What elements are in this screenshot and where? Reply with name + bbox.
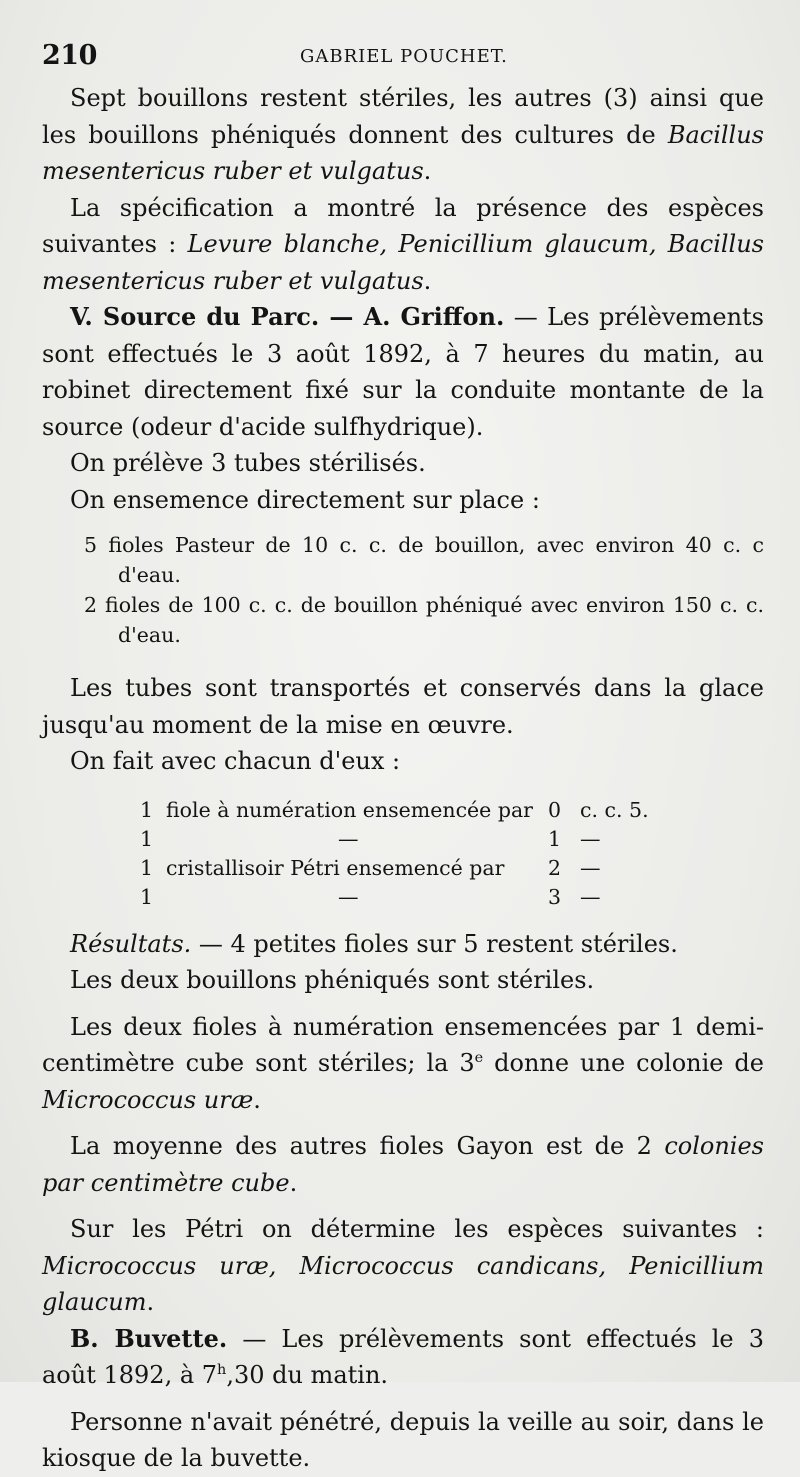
table-row [42,798,764,827]
table-row [42,885,764,914]
paragraph-buvette: B. Buvette. — Les prélèvements sont effectués le 3 août 1892, à 7$^h$,30 du matin. [42,1323,764,1389]
row-ditto: — [338,884,359,909]
row-unit: — [580,855,601,880]
paragraph-10: Les deux fioles à numération ensemencées par 1 demi-centimètre cube sont stériles; la 3e donne une colonie de Micrococcus uræ. [42,1012,764,1114]
row-label: fiole à numération ensemencée par [166,797,533,822]
paragraph-resultats: Résultats. — 4 petites fioles sur 5 restent stériles. [70,929,678,958]
row-unit: c. c. 5. [580,797,649,822]
row-value: 2 [548,855,562,880]
paragraph-9: Les deux bouillons phéniqués sont stériles. [70,966,595,994]
paragraph-2: La spécification a montré la présence des espèces suivantes : Levure blanche, Penicillium glaucum, Bacillus mesentericus ruber et vulgatus. [42,193,764,295]
table-row [42,827,764,856]
paragraph-14: Personne n'avait pénétré, depuis la veille au soir, dans le kiosque de la buvette. [42,1407,764,1472]
row-count: 1 [140,884,154,909]
paragraph-source-du-parc: V. Source du Parc. — A. Griffon. — Les prélèvements sont effectués le 3 août 1892, à 7 heures du matin, au robinet directement fixé sur la conduite montante de la source (odeur d'acide sulfhydrique). [42,302,765,441]
row-count: 1 [140,797,154,822]
paragraph-5: On ensemence directement sur place : [70,485,540,514]
running-head: GABRIEL POUCHET. [300,46,508,67]
paragraph-7: On fait avec chacun d'eux : [70,747,401,775]
row-value: 3 [548,884,562,909]
paragraph-1: Sept bouillons restent stériles, les autres (3) ainsi que les bouillons phéniqués donnent des cultures de Bacillus mesentericus ruber et vulgatus. [42,84,764,185]
row-label: cristallisoir Pétri ensemencé par [166,855,505,880]
paragraph-12: Sur les Pétri on détermine les espèces suivantes : Micrococcus uræ, Micrococcus candicans, Penicillium glaucum. [42,1215,764,1316]
paragraph-11: La moyenne des autres fioles Gayon est de 2 colonies par centimètre cube. [42,1132,764,1197]
table-row [42,856,764,885]
page-header [42,40,760,74]
row-count: 1 [140,855,154,880]
row-count: 1 [140,826,154,851]
list-item: 2 fioles de 100 c. c. de bouillon phéniqué avec environ 150 c. c. d'eau. [84,593,764,647]
dilution-table [42,798,764,914]
page-number: 210 [42,40,97,71]
row-value: 1 [548,826,562,851]
paragraph-4: On prélève 3 tubes stérilisés. [70,449,426,477]
paragraph-6: Les tubes sont transportés et conservés dans la glace jusqu'au moment de la mise en œuvre. [42,674,764,739]
row-unit: — [580,884,601,909]
list-item: 5 fioles Pasteur de 10 c. c. de bouillon, avec environ 40 c. c d'eau. [84,533,764,587]
page-body [42,80,764,1477]
row-unit: — [580,826,601,851]
row-value: 0 [548,797,562,822]
row-ditto: — [338,826,359,851]
